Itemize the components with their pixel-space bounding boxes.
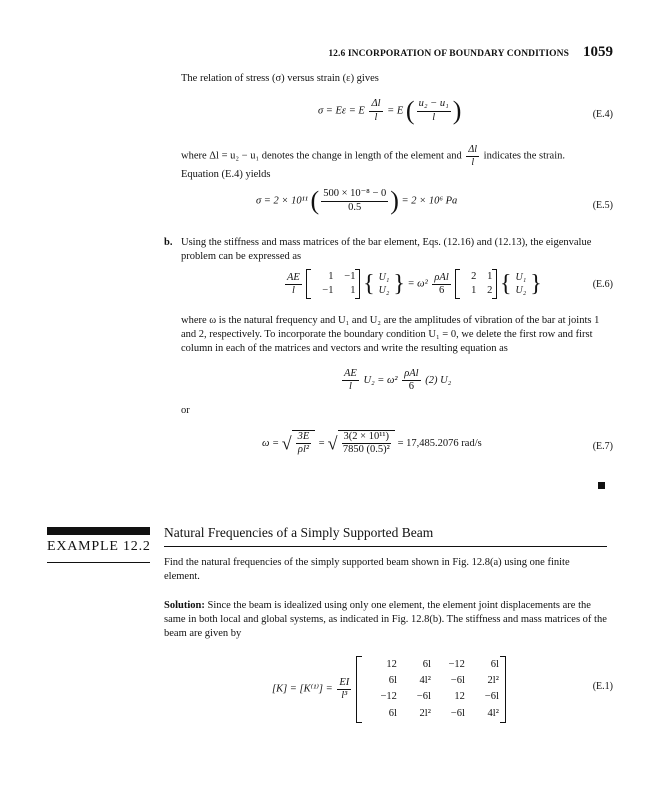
page-number: 1059 — [583, 44, 613, 60]
equation-number-e5: (E.5) — [592, 200, 613, 211]
paragraph-part-b: Using the stiffness and mass matrices of the bar element, Eqs. (12.16) and (12.13), the eigenvalue problem can be expressed as — [181, 237, 592, 263]
equation-number-e6: (E.6) — [592, 279, 613, 290]
eq-e4-frac-b: $\frac{\text{u₂ − u₁}}{l}$ — [418, 98, 449, 123]
paragraph-delta-l: where Δl = u₂ − u₁ denotes the change in length of the element and $\frac{\Delta l}{l}$ indicates the strain. Equation (E.4) yields — [181, 144, 566, 180]
example-problem: Find the natural frequencies of the simply supported beam shown in Fig. 12.8(a) using one finite element. — [164, 557, 570, 583]
stiffness-matrix-bar: 1 −1 −1 1 — [306, 269, 360, 299]
eq-e4-lhs: σ = Eε = E — [318, 105, 365, 117]
end-of-example-mark — [598, 482, 605, 489]
equation-number-e1: (E.1) — [592, 681, 613, 692]
example-rule-right — [164, 546, 607, 547]
mass-matrix-bar: 2 1 1 2 — [455, 269, 497, 299]
equation-e5: σ = 2 × 10¹¹ ( $\frac{\text{500 × 10⁻⁸ − 0}}{0.5}$ ) = 2 × 10⁶ Pa — [256, 186, 458, 215]
eq-e4-mid: = E — [387, 105, 404, 117]
or-text: or — [181, 405, 190, 416]
example-label: EXAMPLE 12.2 — [47, 539, 151, 554]
equation-e4: σ = Eε = E $\frac{\Delta l}{l}$ = E ( $\frac{\text{u₂ − u₁}}{l}$ ) — [318, 96, 462, 125]
equation-number-e4: (E.4) — [592, 109, 613, 120]
example-bar — [47, 527, 150, 535]
section-title: 12.6 INCORPORATION OF BOUNDARY CONDITIONS — [328, 49, 569, 59]
running-header — [328, 42, 613, 62]
paragraph-stress-strain: The relation of stress (σ) versus strain (ε) gives — [181, 73, 379, 84]
example-rule-left — [47, 562, 150, 563]
equation-e1: [K] = [K⁽¹⁾] = $\frac{EI}{\text{l³}}$ 12 6l −12 6l 6l 4l² −6l 2l² −12 −6l 12 −6l 6l 2l² −6l 4l² — [272, 656, 506, 723]
eq-e4-frac-a: $\frac{\Delta l}{l}$ — [371, 98, 381, 123]
part-b-label: b. — [164, 237, 173, 248]
example-title: Natural Frequencies of a Simply Supported Beam — [164, 525, 434, 540]
paragraph-boundary-condition: where ω is the natural frequency and U₁ and U₂ are the amplitudes of vibration of the bar at joints 1 and 2, respectively. To incorporate the boundary condition U₁ = 0, we delete the first row and first column in each of the matrices and vectors and write the resulting equation as — [181, 315, 600, 355]
stiffness-matrix-beam: 12 6l −12 6l 6l 4l² −6l 2l² −12 −6l 12 −6l 6l 2l² −6l 4l² — [356, 656, 506, 723]
equation-e7: ω = √ $\frac{3E}{\text{ρl²}}$ = √ $\frac{\text{3(2 × 10¹¹)}}{\text{7850 (0.5)²}}$ = 17,485.2076 rad/s — [262, 431, 482, 456]
equation-e6: $\frac{AE}{l}$ 1 −1 −1 1 { U₁ U₂ } = ω² $\frac{\text{ρAl}}{6}$ 2 1 1 2 { U₁ U₂ } — [283, 268, 542, 300]
equation-number-e7: (E.7) — [592, 441, 613, 452]
example-solution: Solution: Since the beam is idealized using only one element, the element joint displacements are the same in both local and global systems, as indicated in Fig. 12.8(b). The stiffness and mass matrices of the beam are given by — [164, 600, 607, 640]
equation-reduced: $\frac{AE}{l}$ U₂ = ω² $\frac{\text{ρAl}}{6}$ (2) U₂ — [344, 368, 452, 393]
